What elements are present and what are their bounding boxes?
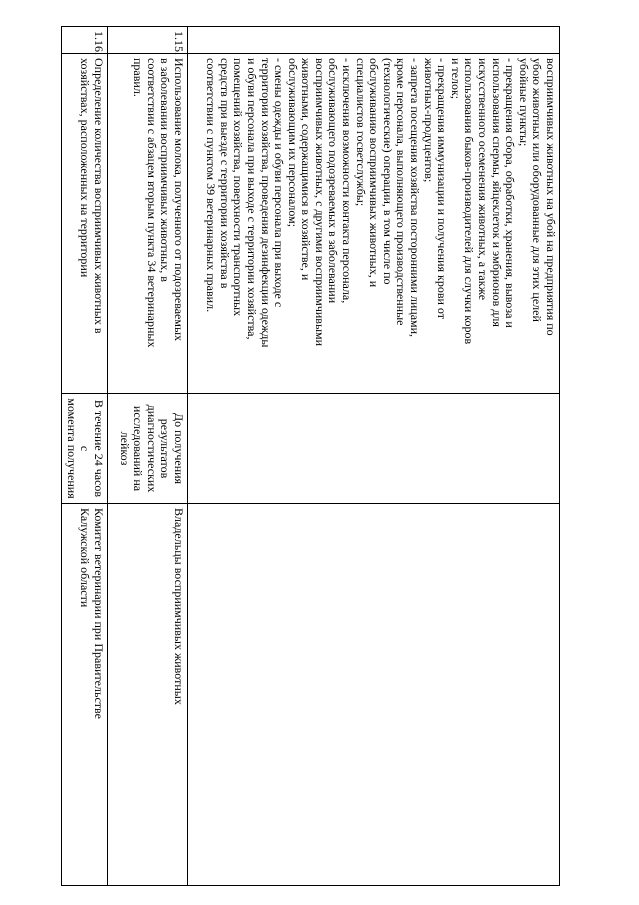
text-line: территории хозяйства, проведения дезинфекции одежды — [258, 58, 273, 348]
text-line: восприимчивых животных на убой на предприятия по — [544, 58, 558, 336]
table-row — [188, 27, 560, 886]
term-cell — [62, 394, 108, 504]
text-line: хозяйствах, расположенных на территории — [78, 58, 93, 278]
text-line: специалистов госветслужбы; — [353, 58, 368, 207]
text-line: В течение 24 часов с — [78, 399, 106, 498]
text-line: обслуживанию восприимчивых животных, и — [367, 58, 382, 288]
row-number-cell: 1.16. — [62, 27, 108, 54]
text-line: в заболевании восприимчивых животных, в — [158, 58, 173, 282]
text-line: (технологические) операции, в том числе по — [380, 58, 395, 285]
text-line: и обуви персонала при выходе с территории хозяйства, — [244, 58, 259, 340]
term-cell — [188, 394, 560, 504]
text-line: Владельцы восприимчивых животных — [172, 508, 186, 705]
text-line: использования спермы, яйцеклеток и эмбрионов для — [489, 58, 504, 327]
text-line: соответствии с пунктом 39 ветеринарных правил. — [204, 58, 219, 313]
text-line: - смены одежды и обуви персонала при выходе с — [272, 58, 287, 308]
measure-description-cell — [62, 54, 108, 394]
text-line: - прекращения иммунизации и получения крови от — [435, 58, 450, 320]
text-line: момента получения — [64, 398, 79, 499]
table-row — [108, 27, 188, 886]
text-line: искусственного осеменения животных, а также — [476, 58, 491, 301]
text-line: - прекращения сбора, обработки, хранения, вывоза и — [503, 58, 518, 328]
measure-description-cell — [108, 54, 188, 394]
text-line: кроме персонала, выполняющего производственные — [394, 58, 409, 326]
text-line: До получения — [172, 412, 186, 485]
row-number-cell — [188, 27, 560, 54]
text-line: и телок; — [448, 58, 463, 100]
text-line: животными, содержащимися в хозяйстве, и — [299, 58, 314, 281]
text-line: Комитет ветеринарии при Правительстве — [92, 508, 106, 719]
measure-description-cell — [188, 54, 560, 394]
text-line: Использование молока, полученного от подозреваемых — [172, 58, 186, 342]
text-line: обслуживающего подозреваемых в заболевании — [326, 58, 341, 304]
responsible-cell — [188, 504, 560, 886]
text-line: диагностических — [144, 404, 159, 493]
text-line: использования быков-производителей для случки коров — [462, 58, 477, 345]
text-line: помещений хозяйства, поверхности транспортных — [231, 58, 246, 317]
text-line: исследований на лейкоз — [117, 405, 146, 492]
text-line: - запрета посещения хозяйства посторонними лицами, — [408, 58, 423, 338]
text-line: убою животных или оборудованные для этих целей — [530, 58, 545, 322]
responsible-cell — [108, 504, 188, 886]
rotated-table-sheet — [30, 26, 560, 886]
term-cell — [108, 394, 188, 504]
text-line: правил. — [131, 58, 146, 97]
text-line: Определение количества восприимчивых животных в — [92, 58, 106, 334]
row-number-cell: 1.15. — [108, 27, 188, 54]
responsible-cell — [62, 504, 108, 886]
text-line: средств при выезде с территории хозяйства в — [217, 58, 232, 289]
text-line: обслуживающим их персоналом; — [285, 58, 300, 228]
table-row — [62, 27, 108, 886]
text-line: животных-продуцентов; — [421, 58, 436, 183]
text-line: соответствии с абзацем вторым пункта 34 ветеринарных — [144, 58, 159, 348]
text-line: восприимчивых животных, с другими восприимчивыми — [312, 58, 327, 347]
text-line: результатов — [158, 418, 173, 479]
measures-table — [61, 26, 560, 886]
text-line: - исключения возможности контакта персонала, — [340, 58, 355, 304]
text-line: убойные пункты; — [516, 58, 531, 147]
text-line: Калужской области — [78, 508, 93, 608]
